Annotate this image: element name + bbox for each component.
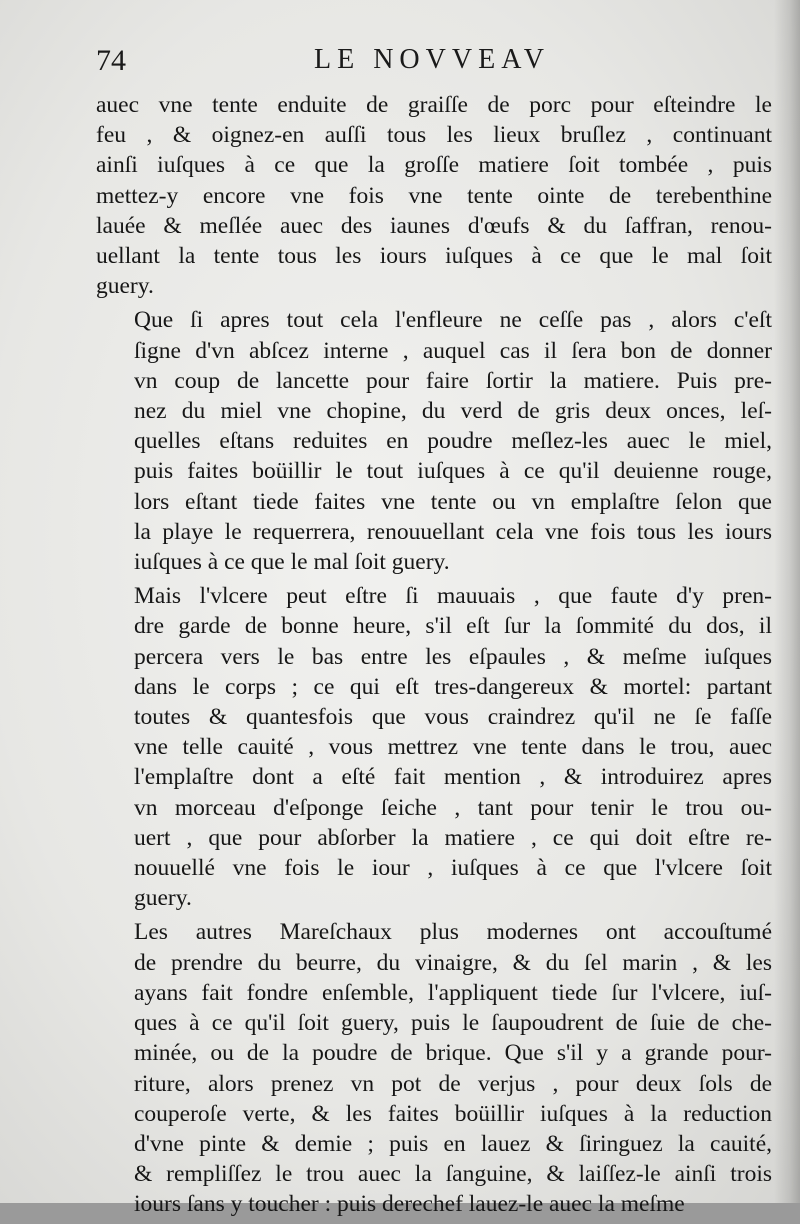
text-line: vn morceau d'eſponge ſeiche , tant pour tenir le trou ou- <box>134 794 772 821</box>
text-line: nouuellé vne fois le iour , iuſques à ce que l'vlcere ſoit <box>134 855 772 882</box>
text-line: guery. <box>96 273 154 300</box>
page-header <box>96 40 786 84</box>
text-line: guery. <box>134 885 192 912</box>
text-line: vn coup de lancette pour faire ſortir la matiere. Puis pre- <box>134 367 772 394</box>
text-line: lauée & meſlée auec des iaunes d'œufs & du ſaffran, renou- <box>96 212 772 239</box>
page-gutter-shadow <box>774 0 800 1203</box>
text-line: iours ſans y toucher : puis derechef lauez-le auec la meſme <box>134 1191 685 1218</box>
paragraph <box>96 305 772 577</box>
text-line: ainſi iuſques à ce que la groſſe matiere ſoit tombée , puis <box>96 152 772 179</box>
text-line: minée, ou de la poudre de brique. Que s'il y a grande pour- <box>134 1040 772 1067</box>
text-line: quelles eſtans reduites en poudre meſlez-les auec le miel, <box>134 428 772 455</box>
text-line: dans le corps ; ce qui eſt tres-dangereux & mortel: partant <box>134 673 772 700</box>
text-line: iuſques à ce que le mal ſoit guery. <box>134 549 450 576</box>
text-line: couperoſe verte, & les faites boüillir iuſques à la reduction <box>134 1100 772 1127</box>
text-line: mettez-y encore vne fois vne tente ointe de terebenthine <box>96 182 772 209</box>
paragraph <box>96 917 772 1219</box>
text-line: dre garde de bonne heure, s'il eſt ſur la ſommité du dos, il <box>134 613 772 640</box>
text-line: la playe le requerrera, renouuellant cela vne fois tous les iours <box>134 518 772 545</box>
running-head: LE NOVVEAV <box>314 44 551 75</box>
text-line: puis faites boüillir le tout iuſques à ce qu'il deuienne rouge, <box>134 458 772 485</box>
text-line: lors eſtant tiede faites vne tente ou vn emplaſtre ſelon que <box>134 488 772 515</box>
text-line: de prendre du beurre, du vinaigre, & du ſel marin , & les <box>134 949 772 976</box>
text-line: percera vers le bas entre les eſpaules , & meſme iuſques <box>134 643 772 670</box>
paragraph <box>96 90 772 301</box>
page-number: 74 <box>96 44 126 77</box>
text-line: Les autres Mareſchaux plus modernes ont accouſtumé <box>134 919 772 946</box>
paragraph <box>96 581 772 913</box>
text-line: uert , que pour abſorber la matiere , ce qui doit eſtre re- <box>134 824 772 851</box>
text-line: uellant la tente tous les iours iuſques à ce que le mal ſoit <box>96 243 772 270</box>
text-line: auec vne tente enduite de graiſſe de porc pour eſteindre le <box>96 92 772 118</box>
text-line: riture, alors prenez vn pot de verjus , pour deux ſols de <box>134 1070 772 1097</box>
text-line: l'emplaſtre dont a eſté fait mention , & introduirez apres <box>134 764 772 791</box>
text-line: Mais l'vlcere peut eſtre ſi mauuais , que faute d'y pren- <box>134 583 772 610</box>
text-line: ſigne d'vn abſcez interne , auquel cas il ſera bon de donner <box>134 337 772 364</box>
body-text <box>96 90 772 1224</box>
text-line: feu , & oignez-en auſſi tous les lieux bruſlez , continuant <box>96 122 772 149</box>
text-line: Que ſi apres tout cela l'enfleure ne ceſſe pas , alors c'eſt <box>134 307 772 334</box>
text-line: d'vne pinte & demie ; puis en lauez & ſiringuez la cauité, <box>134 1130 772 1157</box>
text-line: & rempliſſez le trou auec la ſanguine, & laiſſez-le ainſi trois <box>134 1161 772 1188</box>
text-line: ques à ce qu'il ſoit guery, puis le ſaupoudrent de ſuie de che- <box>134 1010 772 1037</box>
text-line: ayans fait fondre enſemble, l'appliquent tiede ſur l'vlcere, iuſ- <box>134 979 772 1006</box>
text-line: vne telle cauité , vous mettrez vne tente dans le trou, auec <box>134 734 772 761</box>
text-line: nez du miel vne chopine, du verd de gris deux onces, leſ- <box>134 398 772 425</box>
text-line: toutes & quantesfois que vous craindrez qu'il ne ſe faſſe <box>134 704 772 731</box>
